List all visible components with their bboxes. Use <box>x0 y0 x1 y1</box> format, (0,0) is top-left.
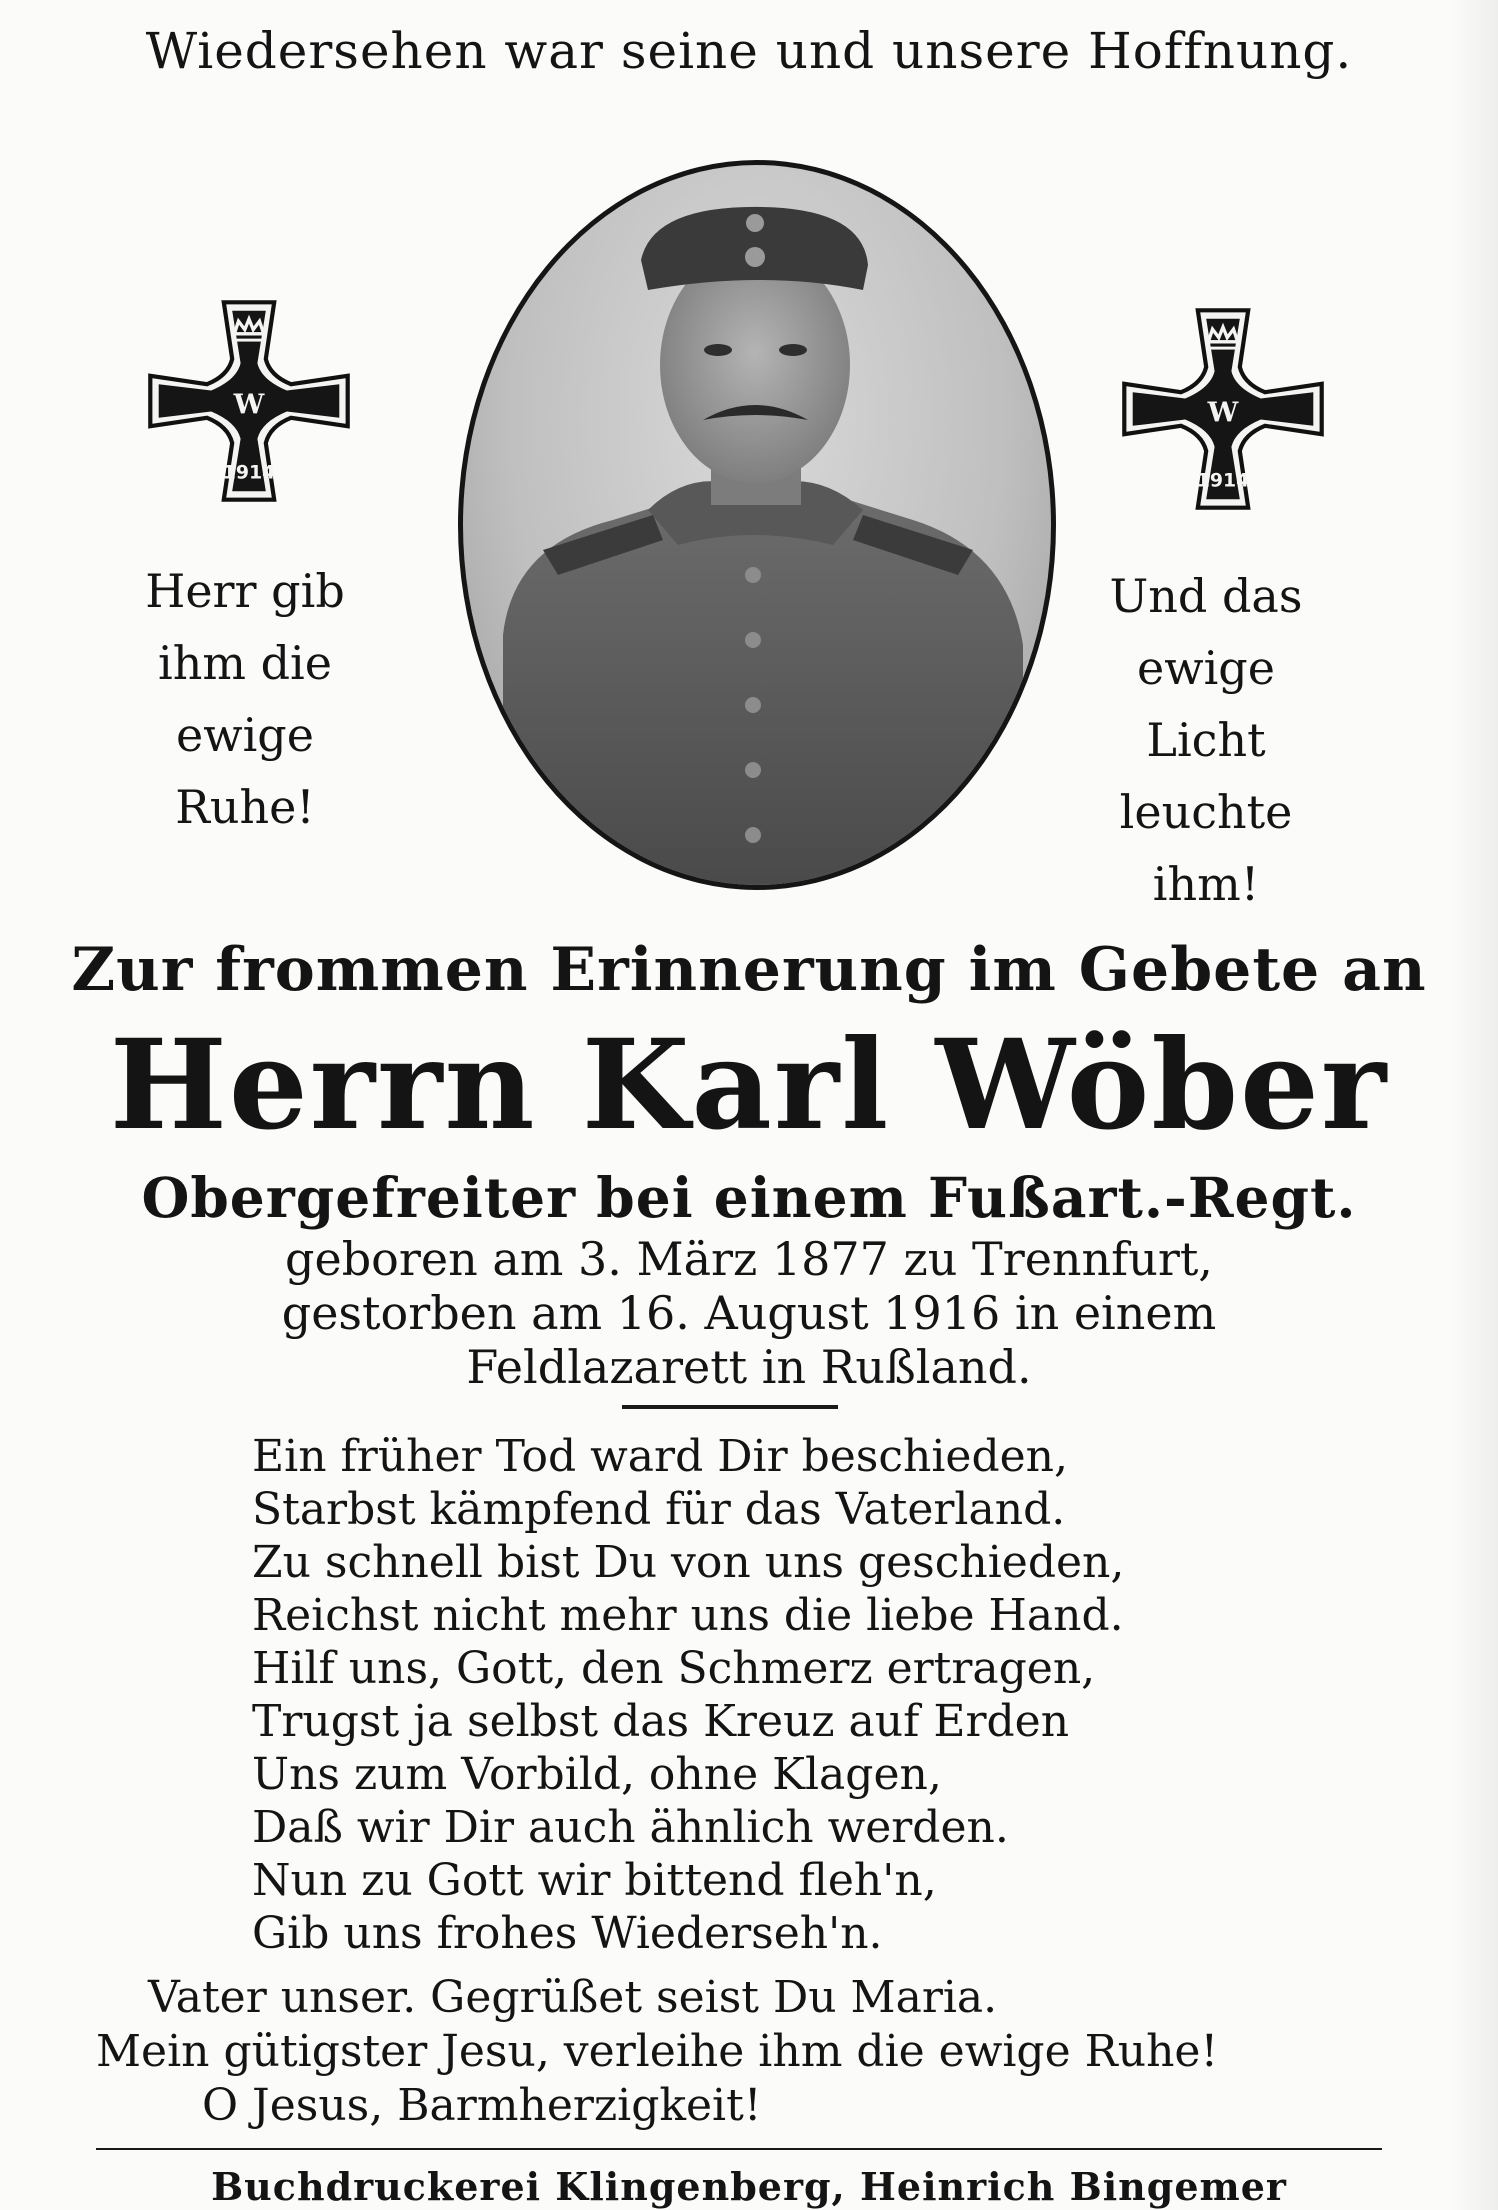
soldier-portrait <box>458 160 1056 890</box>
poem-line: Hilf uns, Gott, den Schmerz ertragen, <box>252 1643 1096 1694</box>
poem-line: Zu schnell bist Du von uns geschieden, <box>252 1537 1125 1588</box>
death-line: gestorben am 16. August 1916 in einem <box>281 1286 1217 1340</box>
poem-line: Nun zu Gott wir bittend fleh'n, <box>252 1855 937 1906</box>
poem-line: Daß wir Dir auch ähnlich werden. <box>252 1802 1009 1853</box>
iron-cross-left-icon <box>144 296 354 506</box>
verse-right-line: ihm! <box>1152 857 1260 911</box>
motto: Wiedersehen war seine und unsere Hoffnung. <box>145 22 1353 80</box>
poem-line: Starbst kämpfend für das Vaterland. <box>252 1484 1066 1535</box>
verse-left-line: Ruhe! <box>175 780 315 834</box>
deceased-name: Herrn Karl Wöber <box>109 1013 1389 1158</box>
cross-left-letter: W <box>233 388 265 421</box>
military-rank: Obergefreiter bei einem Fußart.-Regt. <box>141 1165 1357 1230</box>
birth-line: geboren am 3. März 1877 zu Trennfurt, <box>285 1232 1213 1286</box>
poem-line: Reichst nicht mehr uns die liebe Hand. <box>252 1590 1124 1641</box>
verse-right-line: Und das <box>1109 569 1303 623</box>
prayer-line: Vater unser. Gegrüßet seist Du Maria. <box>148 1972 998 2023</box>
verse-left-line: ewige <box>176 708 314 762</box>
poem-line: Ein früher Tod ward Dir beschieden, <box>252 1431 1068 1482</box>
verse-right-line: ewige <box>1137 641 1275 695</box>
poem-line: Trugst ja selbst das Kreuz auf Erden <box>252 1696 1070 1747</box>
cross-right-letter: W <box>1207 396 1239 429</box>
footer-divider <box>96 2148 1382 2150</box>
death-place-line: Feldlazarett in Rußland. <box>466 1340 1032 1394</box>
verse-right-line: Licht <box>1146 713 1266 767</box>
poem-line: Uns zum Vorbild, ohne Klagen, <box>252 1749 942 1800</box>
verse-right-line: leuchte <box>1119 785 1293 839</box>
poem <box>252 1430 1124 1960</box>
cross-left-year: 1914 <box>222 461 276 484</box>
memorial-heading: Zur frommen Erinnerung im Gebete an <box>71 935 1427 1005</box>
iron-cross-right-icon <box>1118 304 1328 514</box>
prayer-line: O Jesus, Barmherzigkeit! <box>202 2080 762 2131</box>
side-verse-right <box>1068 560 1344 920</box>
verse-left-line: Herr gib <box>145 564 345 618</box>
cross-right-year: 1914 <box>1196 469 1250 492</box>
soldier-silhouette-icon <box>463 165 1051 885</box>
side-verse-left <box>110 555 380 843</box>
divider <box>622 1405 838 1409</box>
printer-credit: Buchdruckerei Klingenberg, Heinrich Bingemer <box>211 2164 1287 2209</box>
poem-line: Gib uns frohes Wiederseh'n. <box>252 1908 883 1959</box>
prayer-line: Mein gütigster Jesu, verleihe ihm die ewige Ruhe! <box>96 2026 1219 2077</box>
verse-left-line: ihm die <box>158 636 332 690</box>
